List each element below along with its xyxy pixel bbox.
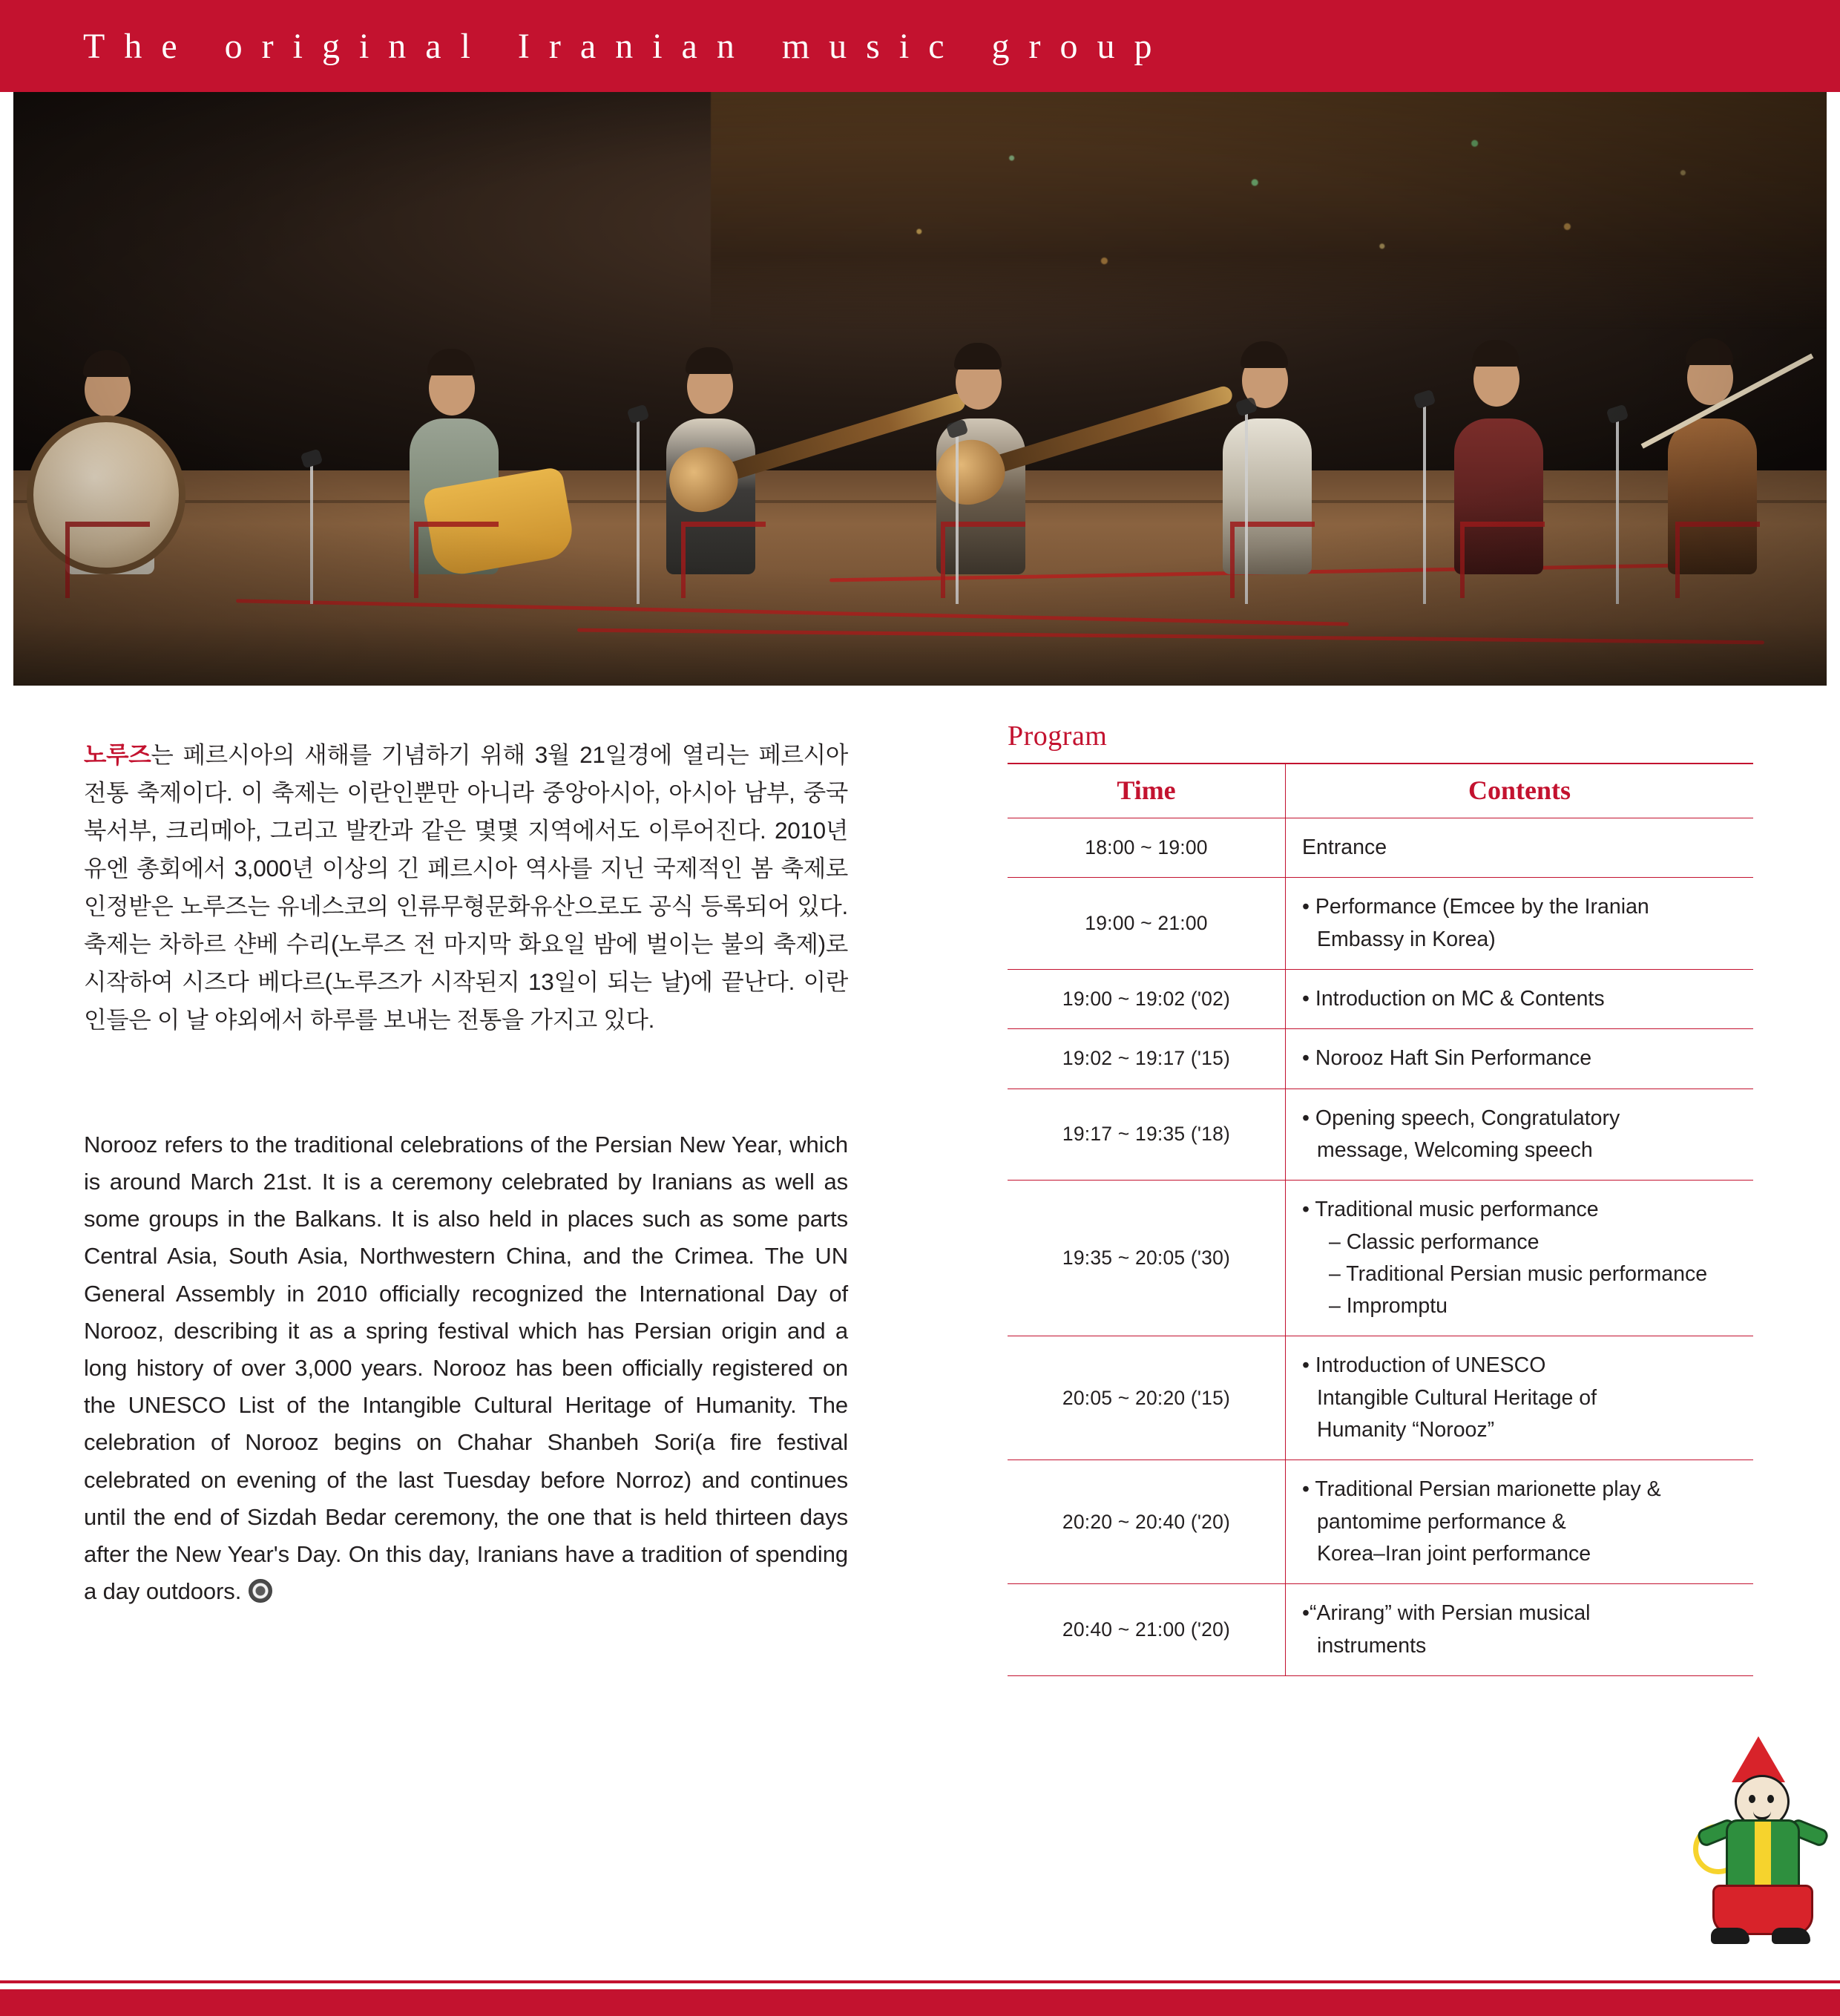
program-content-line: • Performance (Emcee by the Iranian xyxy=(1302,895,1649,919)
table-row xyxy=(1008,969,1753,1028)
header-banner xyxy=(0,0,1840,92)
program-table xyxy=(1008,763,1753,1676)
mascot-shoe-left xyxy=(1711,1928,1749,1944)
microphone-stand xyxy=(956,433,959,604)
page-title: The original Iranian music group xyxy=(83,26,1172,66)
program-content-line: instruments xyxy=(1317,1633,1427,1658)
column-header-time: Time xyxy=(1008,764,1286,818)
hero-photo xyxy=(13,92,1827,686)
program-title: Program xyxy=(1008,720,1108,752)
program-contents-cell xyxy=(1286,1029,1754,1089)
footer-bar xyxy=(0,1989,1840,2016)
program-time-cell: 18:00 ~ 19:00 xyxy=(1008,818,1286,878)
program-content-line: Humanity “Norooz” xyxy=(1317,1418,1495,1442)
column-header-contents: Contents xyxy=(1286,764,1754,818)
mascot-eye-left xyxy=(1749,1795,1755,1803)
mascot-torso-stripe xyxy=(1755,1822,1771,1893)
program-content-line: pantomime performance & xyxy=(1317,1509,1566,1534)
mascot-illustration xyxy=(1693,1736,1827,1951)
program-content-line: Entrance xyxy=(1302,835,1387,859)
program-content-line: • Traditional Persian marionette play & xyxy=(1302,1477,1661,1502)
program-content-line: • Traditional music performance xyxy=(1302,1198,1599,1222)
program-contents-cell xyxy=(1286,1181,1754,1336)
program-table-body xyxy=(1008,818,1753,1676)
program-column xyxy=(1008,720,1753,1676)
program-time-cell: 20:40 ~ 21:00 ('20) xyxy=(1008,1584,1286,1676)
stage-chair xyxy=(1675,522,1760,598)
microphone-stand xyxy=(1616,418,1619,604)
microphone-stand xyxy=(1423,404,1426,604)
program-time-cell: 20:05 ~ 20:20 ('15) xyxy=(1008,1336,1286,1460)
stage-chair xyxy=(681,522,766,598)
stage-chair xyxy=(941,522,1025,598)
footer-rule xyxy=(0,1980,1840,1983)
program-contents-cell xyxy=(1286,969,1754,1028)
korean-keyword: 노루즈 xyxy=(84,741,151,768)
program-time-cell: 19:17 ~ 19:35 ('18) xyxy=(1008,1089,1286,1181)
table-row xyxy=(1008,818,1753,878)
english-body-text: Norooz refers to the traditional celebrations of the Persian New Year, which is around March 21st. It is a ceremony celebrated by Iranians as well as some groups in the Balkans. It is also held in places such as some parts Central Asia, South Asia, Northwestern China, and the Crimea. The UN General Assembly in 2010 officially recognized the International Day of Norooz, describing it as a spring festival which has Persian origin and a long history of over 3,000 years. Norooz has been officially registered on the UNESCO List of the Intangible Cultural Heritage of Humanity. The celebration of Norooz begins on Chahar Shanbeh Sori(a fire festival celebrated on evening of the last Tuesday before Norroz) and continues until the end of Sizdah Bedar ceremony, the one that is held thirteen days after the New Year's Day. On this day, Iranians have a tradition of spending a day outdoors. xyxy=(84,1131,848,1605)
stage-chair xyxy=(1230,522,1315,598)
korean-paragraph xyxy=(84,736,848,1039)
program-time-cell: 19:35 ~ 20:05 ('30) xyxy=(1008,1181,1286,1336)
program-contents-cell xyxy=(1286,1089,1754,1181)
text-column xyxy=(84,712,848,1633)
korean-body-text: 는 페르시아의 새해를 기념하기 위해 3월 21일경에 열리는 페르시아 전통 축제이다. 이 축제는 이란인뿐만 아니라 중앙아시아, 아시아 남부, 중국 북서부, 크리메아, 그리고 발칸과 같은 몇몇 지역에서도 이루어진다. 2010년 유엔 총회에서 3,000년 이상의 긴 페르시아 역사를 지닌 국제적인 봄 축제로 인정받은 노루즈는 유네스코의 인류무형문화유산으로도 공식 등록되어 있다. 축제는 차하르 샨베 수리(노루즈 전 마지막 화요일 밤에 벌이는 불의 축제)로 시작하여 시즈다 베다르(노루즈가 시작된지 13일이 되는 날)에 끝난다. 이란인들은 이 날 야외에서 하루를 보내는 전통을 가지고 있다. xyxy=(84,741,848,1033)
program-content-line: Embassy in Korea) xyxy=(1317,927,1496,951)
program-time-cell: 19:02 ~ 19:17 ('15) xyxy=(1008,1029,1286,1089)
microphone-stand xyxy=(1245,411,1248,604)
program-content-line: • Introduction of UNESCO xyxy=(1302,1353,1546,1378)
mascot-mouth xyxy=(1753,1810,1771,1820)
program-content-line: – Traditional Persian music performance xyxy=(1329,1261,1708,1286)
program-content-line: Intangible Cultural Heritage of xyxy=(1317,1385,1597,1410)
end-ornament-icon xyxy=(249,1579,272,1603)
program-content-line: •“Arirang” with Persian musical xyxy=(1302,1601,1591,1626)
program-content-line: – Classic performance xyxy=(1329,1229,1540,1254)
program-contents-cell xyxy=(1286,1584,1754,1676)
english-paragraph xyxy=(84,1126,848,1611)
table-row xyxy=(1008,1029,1753,1089)
microphone-stand xyxy=(310,463,313,604)
table-row xyxy=(1008,1181,1753,1336)
program-contents-cell xyxy=(1286,1460,1754,1584)
table-row xyxy=(1008,1336,1753,1460)
mascot-eye-right xyxy=(1767,1795,1774,1803)
stage-chair xyxy=(1460,522,1545,598)
stage-chair xyxy=(414,522,499,598)
program-content-line: Korea–Iran joint performance xyxy=(1317,1542,1591,1566)
mascot-shoe-right xyxy=(1772,1928,1810,1944)
program-time-cell: 19:00 ~ 21:00 xyxy=(1008,878,1286,970)
program-contents-cell xyxy=(1286,878,1754,970)
table-row xyxy=(1008,1584,1753,1676)
program-content-line: • Opening speech, Congratulatory xyxy=(1302,1106,1620,1130)
projection-screen xyxy=(711,92,1827,329)
program-contents-cell xyxy=(1286,1336,1754,1460)
program-content-line: message, Welcoming speech xyxy=(1317,1137,1593,1162)
table-row xyxy=(1008,1460,1753,1584)
program-time-cell: 19:00 ~ 19:02 ('02) xyxy=(1008,969,1286,1028)
program-content-line: • Norooz Haft Sin Performance xyxy=(1302,1046,1592,1071)
stage-chair xyxy=(65,522,150,598)
microphone-stand xyxy=(637,418,640,604)
program-content-line: • Introduction on MC & Contents xyxy=(1302,986,1605,1011)
mascot-torso xyxy=(1726,1819,1800,1895)
program-time-cell: 20:20 ~ 20:40 ('20) xyxy=(1008,1460,1286,1584)
table-row xyxy=(1008,1089,1753,1181)
program-content-line: – Impromptu xyxy=(1329,1294,1448,1319)
program-contents-cell xyxy=(1286,818,1754,878)
table-row xyxy=(1008,878,1753,970)
table-header-row xyxy=(1008,764,1753,818)
